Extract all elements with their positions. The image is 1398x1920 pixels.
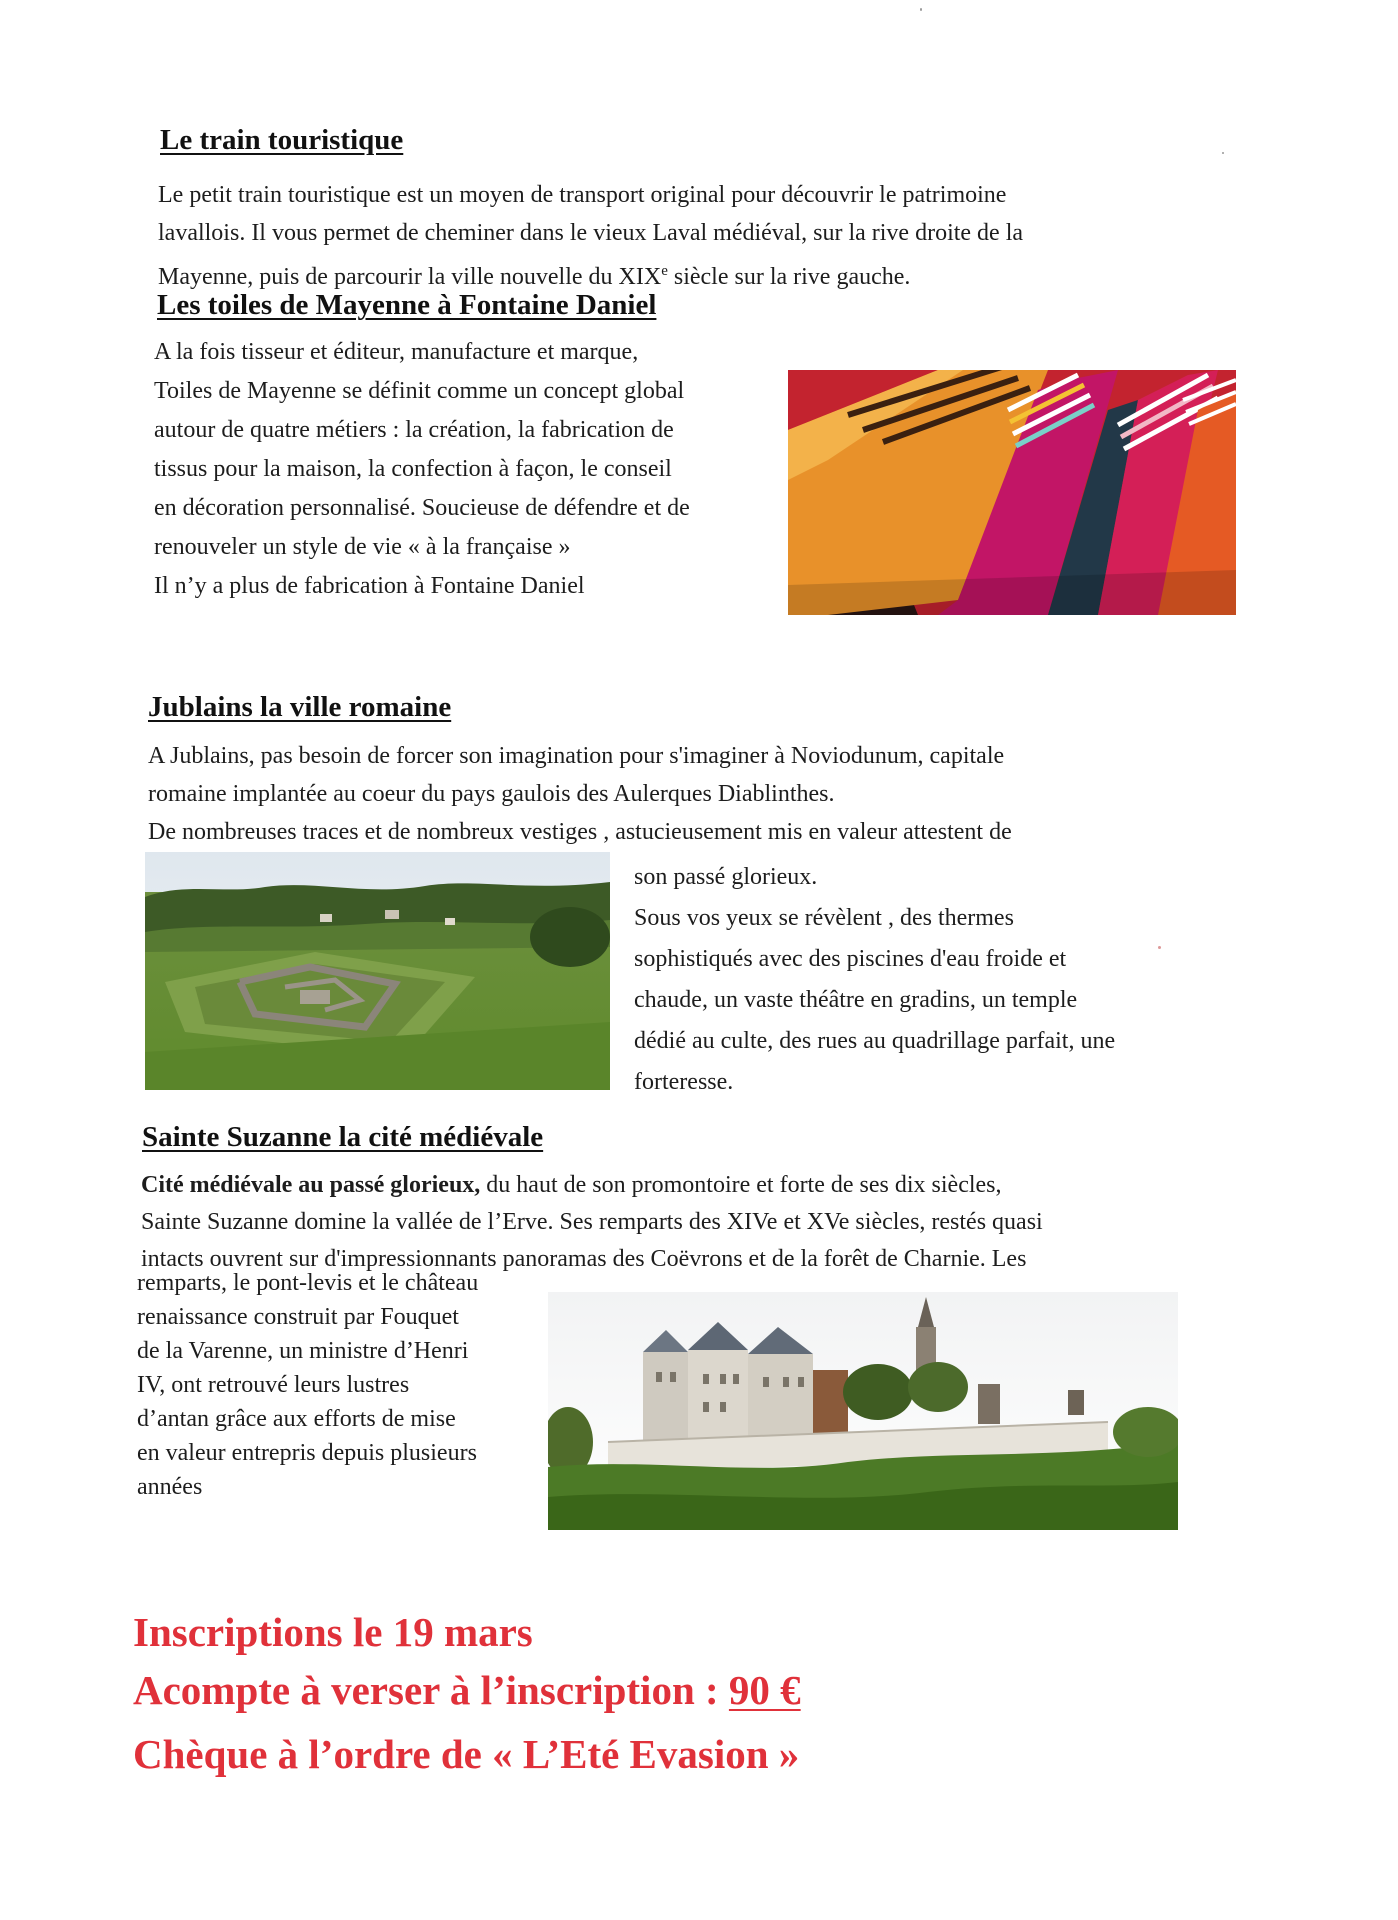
fabric-photo	[788, 370, 1236, 615]
text-line: Il n’y a plus de fabrication à Fontaine Daniel	[154, 573, 585, 599]
roman-ruins-photo	[145, 852, 610, 1090]
text-line: forteresse.	[634, 1069, 734, 1095]
text-line: De nombreuses traces et de nombreux vestiges , astucieusement mis en valeur attestent de	[148, 819, 1012, 845]
section-text-jublains-top	[148, 737, 1168, 851]
text-line: autour de quatre métiers : la création, la fabrication de	[154, 417, 674, 443]
section-title-train: Le train touristique	[160, 124, 404, 156]
castle-photo	[548, 1292, 1178, 1530]
deposit-label: Acompte à verser à l’inscription :	[133, 1667, 729, 1713]
deposit-amount: 90 €	[728, 1667, 801, 1713]
text-line: A la fois tisseur et éditeur, manufacture et marque,	[154, 339, 639, 365]
section-text-toiles	[154, 333, 794, 606]
text-line: Sainte Suzanne domine la vallée de l’Erve. Ses remparts des XIVe et XVe siècles, restés quasi	[141, 1209, 1043, 1235]
section-title-jublains: Jublains la ville romaine	[148, 691, 452, 723]
registration-date: Inscriptions le 19 mars	[133, 1609, 533, 1655]
text-line: intacts ouvrent sur d'impressionnants panoramas des Coëvrons et de la forêt de Charnie. Les	[141, 1246, 1027, 1272]
section-text-suzanne-top	[141, 1167, 1181, 1278]
text-line: sophistiqués avec des piscines d'eau froide et	[634, 946, 1067, 972]
text-line: son passé glorieux.	[634, 864, 818, 890]
section-text-suzanne-side	[137, 1266, 557, 1504]
scan-speck	[920, 8, 922, 11]
section-title-suzanne: Sainte Suzanne la cité médiévale	[142, 1121, 544, 1153]
text-bold-lead: Cité médiévale au passé glorieux,	[141, 1172, 481, 1198]
text-line: lavallois. Il vous permet de cheminer dans le vieux Laval médiéval, sur la rive droite de la	[158, 220, 1024, 246]
text-line: en valeur entrepris depuis plusieurs	[137, 1440, 477, 1466]
superscript: e	[661, 263, 668, 279]
text-line: de la Varenne, un ministre d’Henri	[137, 1338, 469, 1364]
scan-speck	[1222, 152, 1224, 154]
text-line: renaissance construit par Fouquet	[137, 1304, 459, 1330]
text-fragment: Mayenne, puis de parcourir la ville nouvelle du XIX	[158, 264, 662, 290]
text-line: IV, ont retrouvé leurs lustres	[137, 1372, 410, 1398]
text-line: A Jublains, pas besoin de forcer son imagination pour s'imaginer à Noviodunum, capitale	[148, 743, 1005, 769]
text-line	[141, 1167, 1181, 1204]
text-line: années	[137, 1474, 203, 1500]
section-text-jublains-side	[634, 857, 1194, 1103]
text-line: en décoration personnalisé. Soucieuse de défendre et de	[154, 495, 690, 521]
text-fragment: du haut de son promontoire et forte de ses dix siècles,	[480, 1172, 1002, 1198]
section-title-toiles: Les toiles de Mayenne à Fontaine Daniel	[157, 289, 657, 321]
text-fragment: siècle sur la rive gauche.	[667, 264, 911, 290]
text-line: Sous vos yeux se révèlent , des thermes	[634, 905, 1014, 931]
deposit-line	[133, 1662, 801, 1718]
text-line: romaine implantée au coeur du pays gaulois des Aulerques Diablinthes.	[148, 781, 835, 807]
text-line: tissus pour la maison, la confection à façon, le conseil	[154, 456, 672, 482]
text-line: d’antan grâce aux efforts de mise	[137, 1406, 456, 1432]
text-line: dédié au culte, des rues au quadrillage parfait, une	[634, 1028, 1116, 1054]
cheque-payee: Chèque à l’ordre de « L’Eté Evasion »	[133, 1731, 800, 1777]
text-line: renouveler un style de vie « à la française »	[154, 534, 571, 560]
section-text-train	[158, 176, 1178, 296]
text-line: Toiles de Mayenne se définit comme un concept global	[154, 378, 685, 404]
text-line: chaude, un vaste théâtre en gradins, un temple	[634, 987, 1078, 1013]
text-line: Le petit train touristique est un moyen de transport original pour découvrir le patrimoine	[158, 182, 1007, 208]
text-line: remparts, le pont-levis et le château	[137, 1270, 479, 1296]
